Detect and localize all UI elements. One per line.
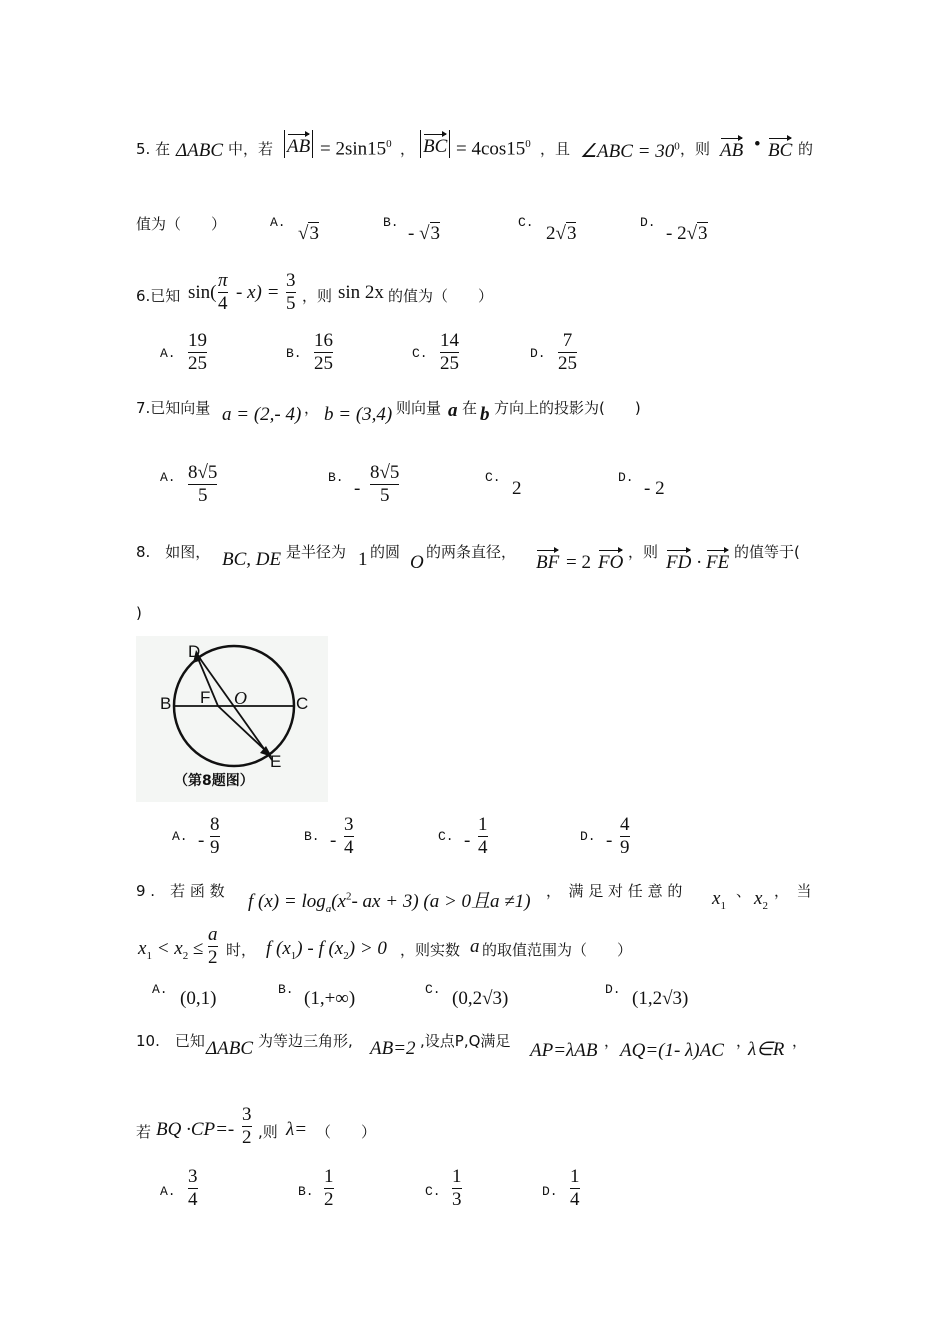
label-d: D (188, 642, 201, 661)
q7-option-c-value: 2 (512, 478, 522, 499)
q6-option-c-value: $\frac{14}{25}$ (440, 330, 459, 374)
q5-eq-bc: = $4\cos 15^0$ (456, 138, 531, 160)
q5-qie: ，且 (540, 140, 571, 158)
q10-option-b-label: B. (298, 1184, 314, 1199)
q8-tail2: 的值等于( (734, 543, 800, 561)
q10-ruo: 若 (136, 1123, 152, 1141)
q8-option-d-value: $\frac{4}{9}$ (620, 814, 630, 858)
q7-lead: 7.已知向量 (136, 399, 211, 417)
q10-aq: AQ=(1- λ)AC (620, 1040, 724, 1061)
q8-tail1: 的两条直径， (426, 543, 517, 561)
q6-lead: 6.已知 (136, 287, 181, 305)
q10-option-b-value: $\frac{1}{2}$ (324, 1166, 334, 1210)
q9-x1: $x_1$ (712, 888, 726, 912)
q6-tail: 的值为（ ） (388, 287, 494, 305)
q5-zhiwei: 值为（ ） (136, 215, 227, 233)
q6-sin2x: sin 2x (338, 282, 384, 303)
q8-option-d-sign: - (606, 830, 613, 851)
q10-lambda: λ= (286, 1119, 308, 1140)
q5-ze: ，则 (680, 140, 711, 158)
vector-ab-2: AB (720, 134, 743, 162)
q5-option-d-value: - 2√3 (666, 223, 708, 244)
q7-option-b-sign: - (354, 478, 361, 499)
q5-abs-ab (284, 130, 313, 158)
vector-fd: FD (666, 546, 691, 574)
q6-option-c-label: C. (412, 346, 428, 361)
q10-deng: 为等边三角形, (258, 1032, 353, 1050)
q7-b: b (480, 404, 490, 425)
q9-lead: 9 . 若 函 数 (136, 882, 225, 900)
label-f: F (200, 688, 211, 707)
q5-angle: ∠ABC = $30^0$ (580, 140, 680, 162)
q8-close: ) (136, 604, 142, 622)
q5-option-c-value: 2√3 (546, 223, 577, 244)
label-o: O (234, 688, 247, 708)
label-b: B (160, 694, 172, 713)
q5-triangle: ΔABC (176, 140, 224, 161)
q10-shedian: ,设点P,Q满足 (420, 1032, 511, 1050)
q6-option-b-label: B. (286, 346, 302, 361)
vector-bf: BF (536, 546, 559, 574)
q9-tail2: 的取值范围为（ ） (482, 941, 633, 959)
q8-option-a-sign: - (198, 830, 205, 851)
q9-option-a-value: (0,1) (180, 988, 217, 1009)
q10-option-d-label: D. (542, 1184, 558, 1199)
q9-dun: 、 (736, 882, 752, 900)
q10-option-a-value: $\frac{3}{4}$ (188, 1166, 198, 1210)
q10-bqcp: BQ ·CP=- (156, 1119, 235, 1140)
q10-c3: ， (792, 1032, 808, 1050)
q5-option-a-label: A. (270, 215, 286, 230)
vector-fe: FE (706, 546, 729, 574)
q5-dot: • (754, 134, 761, 155)
q9-diff: f $(x_1)$ - f $(x_2) > 0$ (266, 938, 387, 962)
q7-a-eq: a = (2,- 4) (222, 404, 302, 425)
q10-c1: ， (604, 1032, 620, 1050)
q5-text: 中，若 (228, 140, 274, 158)
q5-option-c-label: C. (518, 215, 534, 230)
q7-option-d-value: - 2 (644, 478, 665, 499)
q5-abs-bc (420, 130, 450, 158)
q8-shi: 是半径为 (286, 543, 347, 561)
q6-minus-x: - x) = (236, 282, 280, 303)
q6-pi-over-4: $\frac{\pi}{4}$ (218, 270, 228, 314)
q10-triangle: ΔABC (206, 1038, 254, 1059)
q5-lead: 5. 在 (136, 140, 171, 158)
q7-option-a-value: $\frac{8√5}{5}$ (188, 462, 218, 506)
q8-option-a-value: $\frac{8}{9}$ (210, 814, 220, 858)
q10-option-d-value: $\frac{1}{4}$ (570, 1166, 580, 1210)
q10-c2: ， (736, 1032, 752, 1050)
q9-cond: $x_1 < x_2$ ≤ (138, 938, 204, 962)
q7-tail: 方向上的投影为( ) (494, 399, 641, 417)
q5-de: 的 (798, 140, 814, 158)
q9-dang: ， 当 (774, 882, 812, 900)
vector-bc: BC (423, 130, 447, 158)
vector-ab: AB (287, 130, 310, 158)
q9-tail: ，则实数 (400, 941, 461, 959)
q8-figure (136, 636, 328, 802)
q9-option-a-label: A. (152, 982, 168, 997)
q7-a: a (448, 400, 458, 421)
q7-ze: 则向量 (396, 399, 442, 417)
q9-option-b-value: (1,+∞) (304, 988, 356, 1009)
q9-a-over-2: $\frac{a}{2}$ (208, 924, 218, 968)
q8-eq2: = 2 (566, 552, 591, 573)
q10-tail: （ ） (316, 1123, 377, 1141)
q8-option-c-label: C. (438, 829, 454, 844)
q5-option-b-label: B. (383, 215, 399, 230)
q5-comma: ， (400, 140, 416, 158)
q6-option-b-value: $\frac{16}{25}$ (314, 330, 333, 374)
q8-option-c-sign: - (464, 830, 471, 851)
q8-option-d-label: D. (580, 829, 596, 844)
q8-bcde: BC, DE (222, 549, 282, 570)
q10-ab2: AB=2 (370, 1038, 416, 1059)
q8-option-b-label: B. (304, 829, 320, 844)
q7-option-b-label: B. (328, 470, 344, 485)
q5-option-a-value: √3 (298, 223, 319, 244)
q9-option-c-value: (0,2√3) (452, 988, 509, 1009)
figure-caption: （第8题图） (174, 773, 254, 789)
q6-option-d-value: $\frac{7}{25}$ (558, 330, 577, 374)
vector-fe-line (218, 706, 267, 752)
q6-option-a-value: $\frac{19}{25}$ (188, 330, 207, 374)
label-e: E (270, 752, 282, 771)
q10-ap: AP=λAB (530, 1040, 598, 1061)
q8-lead: 8. 如图， (136, 543, 211, 561)
q9-option-d-label: D. (605, 982, 621, 997)
q6-option-a-label: A. (160, 346, 176, 361)
q10-three-halves: $\frac{3}{2}$ (242, 1104, 252, 1148)
q9-manzu: ， 满 足 对 任 意 的 (546, 882, 683, 900)
vector-fo: FO (598, 546, 623, 574)
q8-option-b-sign: - (330, 830, 337, 851)
q6-option-d-label: D. (530, 346, 546, 361)
vector-bc-2: BC (768, 134, 792, 162)
q5-eq-ab: = $2\sin 15^0$ (320, 138, 392, 160)
q10-option-c-value: $\frac{1}{3}$ (452, 1166, 462, 1210)
q10-option-a-label: A. (160, 1184, 176, 1199)
q9-a-var: a (470, 936, 480, 957)
q9-option-c-label: C. (425, 982, 441, 997)
q10-option-c-label: C. (425, 1184, 441, 1199)
q6-three-fifths: $\frac{3}{5}$ (286, 270, 296, 314)
q9-option-d-value: (1,2√3) (632, 988, 689, 1009)
q8-deyuan: 的圆 (370, 543, 401, 561)
q10-ze: ,则 (258, 1123, 278, 1141)
q9-option-b-label: B. (278, 982, 294, 997)
q5-option-d-label: D. (640, 215, 656, 230)
q8-option-a-label: A. (172, 829, 188, 844)
q9-function: f $(x) = \log_a(x^2-$ ax + 3) (a > 0且a ≠1) (248, 890, 531, 915)
q10-lr: λ∈R (748, 1039, 785, 1060)
q7-b-eq: b = (3,4) (324, 404, 393, 425)
q8-one: 1 (358, 549, 368, 570)
q10-lead: 10. 已知 (136, 1032, 205, 1050)
q7-option-d-label: D. (618, 470, 634, 485)
q8-dot: · (696, 552, 703, 573)
q9-shi: 时， (226, 941, 257, 959)
q7-comma: ， (304, 399, 320, 417)
q8-option-c-value: $\frac{1}{4}$ (478, 814, 488, 858)
q7-option-b-value: $\frac{8√5}{5}$ (370, 462, 400, 506)
label-c: C (296, 694, 309, 713)
q8-option-b-value: $\frac{3}{4}$ (344, 814, 354, 858)
q7-option-a-label: A. (160, 470, 176, 485)
q5-option-b-value: - √3 (408, 223, 441, 244)
q8-o: O (410, 552, 424, 573)
q7-option-c-label: C. (485, 470, 501, 485)
q8-ze: ，则 (628, 543, 659, 561)
q7-zai: 在 (462, 399, 478, 417)
q9-x2: $x_2$ (754, 888, 768, 912)
q6-ze: ，则 (302, 287, 333, 305)
q6-sin: sin( (188, 282, 217, 303)
